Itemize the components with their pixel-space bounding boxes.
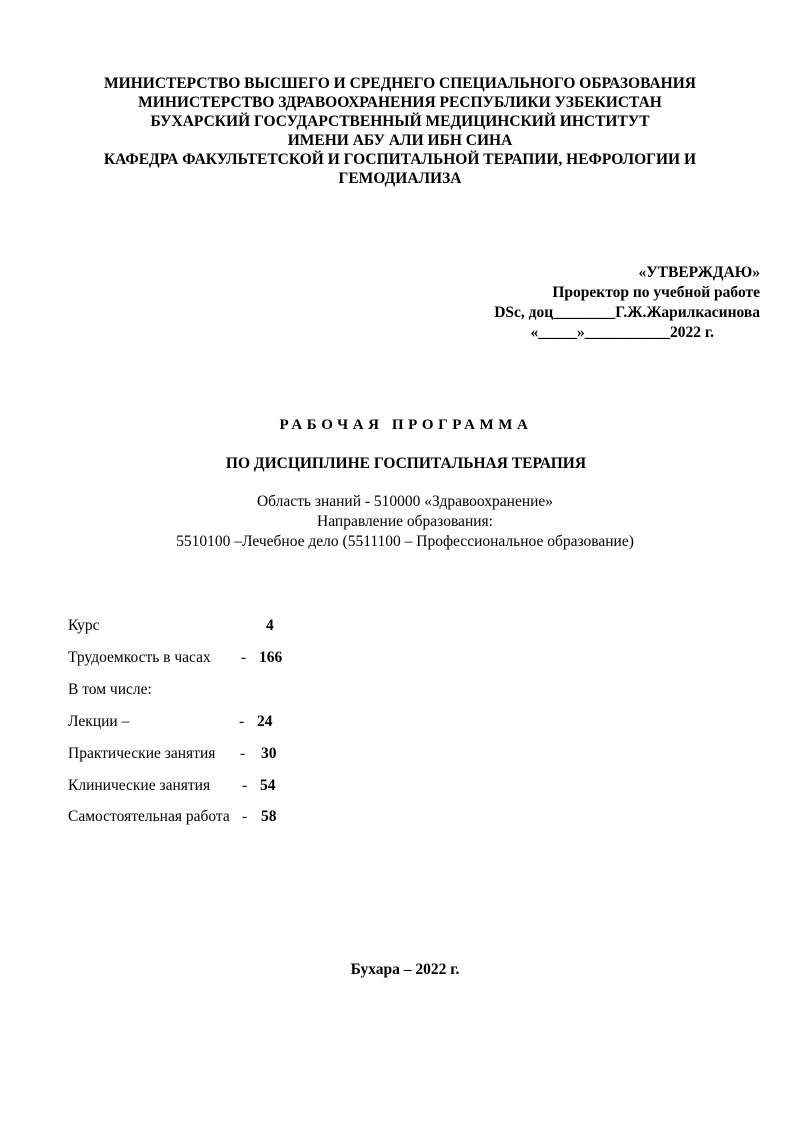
header-line: ГЕМОДИАЛИЗА xyxy=(338,170,462,187)
approval-date: «_____»___________2022 г. xyxy=(530,324,714,341)
hours-value: 24 xyxy=(257,713,273,730)
header-line: ИМЕНИ АБУ АЛИ ИБН СИНА xyxy=(287,132,513,149)
hours-value: 58 xyxy=(261,808,277,825)
hours-label: Самостоятельная работа xyxy=(68,808,230,825)
hours-value: 4 xyxy=(266,617,274,634)
hours-label: Курс xyxy=(68,617,100,634)
hours-label: В том числе: xyxy=(68,681,152,698)
approve-heading: «УТВЕРЖДАЮ» xyxy=(638,264,760,281)
hours-label: Трудоемкость в часах xyxy=(68,649,211,666)
hours-dash: - xyxy=(242,777,248,794)
hours-value: 54 xyxy=(260,777,276,794)
header-line: МИНИСТЕРСТВО ЗДРАВООХРАНЕНИЯ РЕСПУБЛИКИ УЗБЕКИСТАН xyxy=(138,94,662,111)
education-direction: 5510100 –Лечебное дело (5511100 – Профессиональное образование) xyxy=(176,533,634,550)
hours-dash: - xyxy=(242,808,248,825)
discipline-title: ПО ДИСЦИПЛИНЕ ГОСПИТАЛЬНАЯ ТЕРАПИЯ xyxy=(225,455,587,472)
hours-label: Лекции – xyxy=(68,713,130,730)
approval-block xyxy=(494,263,760,343)
hours-value: 30 xyxy=(261,745,277,762)
hours-label: Практические занятия xyxy=(68,745,216,762)
document-title: РАБОЧАЯ ПРОГРАММА xyxy=(279,417,533,433)
hours-dash: - xyxy=(240,745,246,762)
header-line: БУХАРСКИЙ ГОСУДАРСТВЕННЫЙ МЕДИЦИНСКИЙ ИНСТИТУТ xyxy=(150,113,650,130)
approver-position: Проректор по учебной работе xyxy=(552,284,760,301)
place-year: Бухара – 2022 г. xyxy=(350,961,460,978)
header-line: КАФЕДРА ФАКУЛЬТЕТСКОЙ И ГОСПИТАЛЬНОЙ ТЕРАПИИ, НЕФРОЛОГИИ И xyxy=(103,151,697,168)
header-line: МИНИСТЕРСТВО ВЫСШЕГО И СРЕДНЕГО СПЕЦИАЛЬНОГО ОБРАЗОВАНИЯ xyxy=(104,75,696,92)
hours-dash: - xyxy=(239,713,245,730)
education-direction-label: Направление образования: xyxy=(317,513,493,530)
knowledge-area: Область знаний - 510000 «Здравоохранение» xyxy=(256,493,554,510)
education-area xyxy=(0,492,800,552)
hours-value: 166 xyxy=(259,649,283,666)
institution-header xyxy=(60,74,740,188)
approver-signature: DSc, доц________Г.Ж.Жарилкасинова xyxy=(494,304,760,321)
hours-dash: - xyxy=(241,649,247,666)
hours-label: Клинические занятия xyxy=(68,777,211,794)
